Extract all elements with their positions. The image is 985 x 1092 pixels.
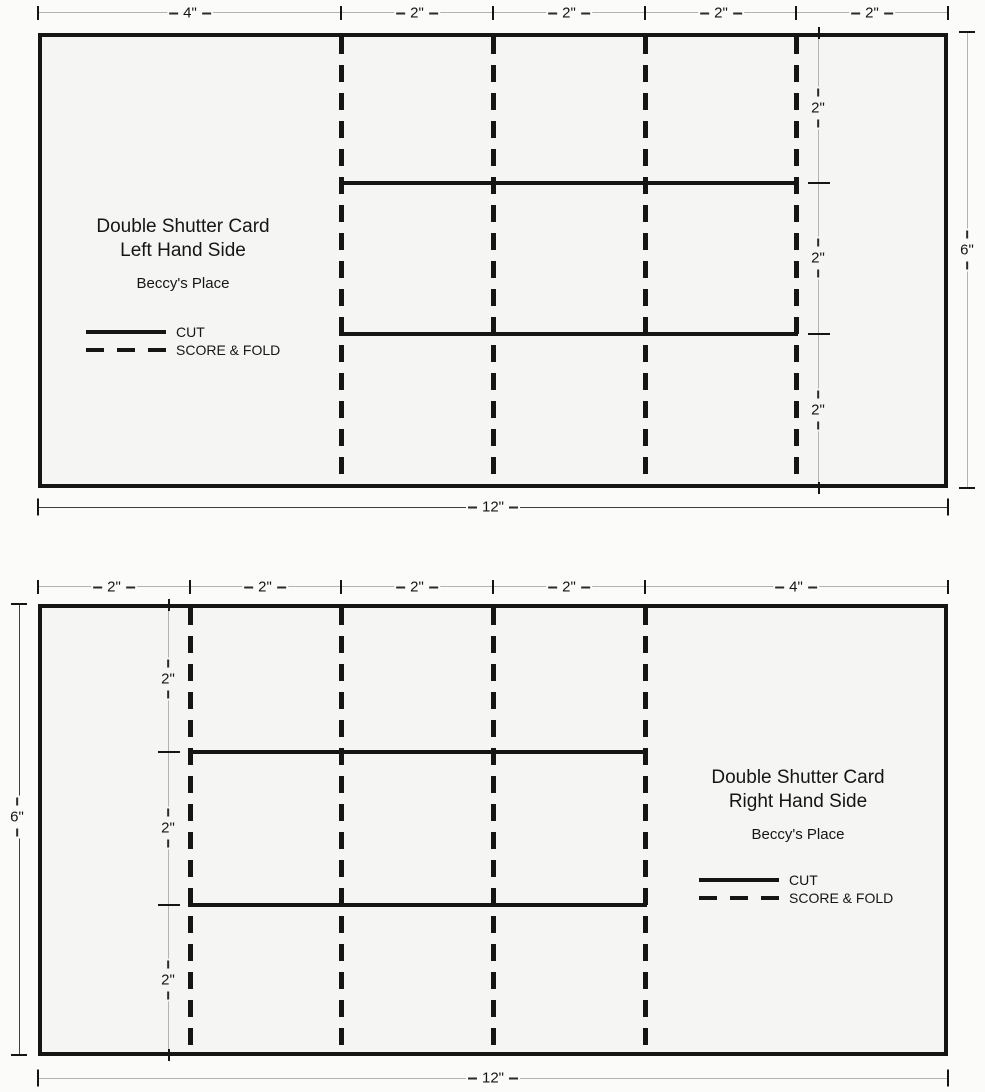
dimension-tick [947, 6, 949, 20]
total-width-dimension-label: 12" [466, 499, 520, 516]
dimension-tick [959, 487, 975, 489]
score-fold-line [491, 37, 496, 484]
dimension-cross-tick [808, 333, 830, 335]
dimension-tick [340, 580, 342, 594]
score-fold-line-swatch [699, 896, 779, 900]
height-dimension-label: 6" [959, 229, 975, 272]
legend-row-score [699, 890, 893, 906]
panel-title-line2: Left Hand Side [120, 240, 246, 261]
dimension-tick [168, 1049, 170, 1061]
dimension-label: 2" [849, 5, 895, 22]
dimension-tick [947, 499, 949, 516]
score-fold-line [339, 608, 344, 1052]
dimension-tick [37, 499, 39, 516]
row-dimension-label: 2" [810, 87, 826, 130]
panel-title-line2: Right Hand Side [728, 791, 868, 812]
dimension-label: 2" [546, 579, 592, 596]
row-dimension-label: 2" [810, 389, 826, 432]
title-block [653, 766, 943, 843]
dimension-tick [818, 482, 820, 494]
dimension-cross-tick [158, 904, 180, 906]
row-dimension-label: 2" [810, 237, 826, 280]
dimension-label: 2" [546, 5, 592, 22]
dimension-tick [37, 1070, 39, 1087]
legend-row-cut [86, 324, 280, 340]
dimension-tick [340, 6, 342, 20]
total-width-dimension-label: 12" [466, 1070, 520, 1087]
dimension-label: 2" [698, 5, 744, 22]
legend-row-score [86, 342, 280, 358]
cut-line [339, 181, 798, 185]
panel-title-line1: Double Shutter Card [96, 216, 270, 237]
row-dimension-label: 2" [160, 807, 176, 850]
cut-label: CUT [789, 872, 818, 888]
row-dimension-label: 2" [160, 658, 176, 701]
panel-right-hand-side [0, 560, 985, 1092]
dimension-tick [947, 1070, 949, 1087]
row-dimension-label: 2" [160, 959, 176, 1002]
cut-line [339, 332, 798, 336]
title-block [58, 215, 308, 292]
cut-line [188, 903, 647, 907]
brand-name: Beccy's Place [751, 826, 845, 843]
legend [699, 872, 893, 906]
dimension-label: 4" [167, 5, 213, 22]
dimension-tick [818, 27, 820, 39]
dimension-cross-tick [808, 182, 830, 184]
score-fold-line-swatch [86, 348, 166, 352]
dimension-label: 2" [242, 579, 288, 596]
dimension-tick [37, 6, 39, 20]
dimension-label: 2" [394, 5, 440, 22]
cut-line-swatch [86, 330, 166, 334]
dimension-tick [644, 6, 646, 20]
dimension-tick [492, 6, 494, 20]
legend [86, 324, 280, 358]
panel-title-line1: Double Shutter Card [711, 767, 885, 788]
dimension-tick [11, 603, 27, 605]
dimension-tick [795, 6, 797, 20]
score-fold-label: SCORE & FOLD [789, 890, 894, 906]
dimension-label: 4" [773, 579, 819, 596]
brand-name: Beccy's Place [136, 275, 230, 292]
dimension-tick [947, 580, 949, 594]
score-fold-line [188, 608, 193, 1052]
dimension-tick [959, 31, 975, 33]
dimension-tick [492, 580, 494, 594]
dimension-label: 2" [91, 579, 137, 596]
score-fold-line [491, 608, 496, 1052]
score-fold-line [339, 37, 344, 484]
dimension-tick [189, 580, 191, 594]
dimension-tick [11, 1054, 27, 1056]
cut-line-swatch [699, 878, 779, 882]
legend-row-cut [699, 872, 893, 888]
score-fold-label: SCORE & FOLD [176, 342, 281, 358]
height-dimension-label: 6" [9, 796, 25, 839]
dimension-tick [168, 599, 170, 611]
score-fold-line [794, 37, 799, 484]
dimension-cross-tick [158, 751, 180, 753]
dimension-tick [37, 580, 39, 594]
dimension-label: 2" [394, 579, 440, 596]
cut-label: CUT [176, 324, 205, 340]
score-fold-line [643, 608, 648, 1052]
score-fold-line [643, 37, 648, 484]
cut-line [188, 750, 647, 754]
dimension-tick [644, 580, 646, 594]
